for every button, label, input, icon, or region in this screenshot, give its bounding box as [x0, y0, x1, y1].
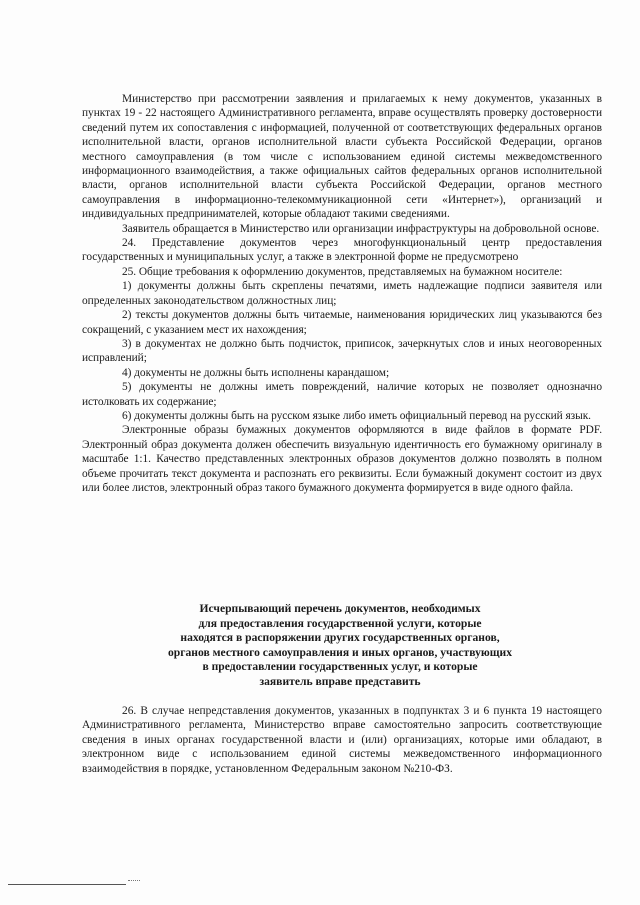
- list-item-4: 4) документы не должны быть исполнены карандашом;: [122, 366, 390, 379]
- heading-line: Исчерпывающий перечень документов, необходимых: [199, 602, 481, 615]
- paragraph-24: 24. Представление документов через многофункциональный центр предоставления государственных и муниципальных услуг, а также в электронной форме не предусмотрено: [82, 237, 602, 264]
- heading-line: для предоставления государственной услуги, которые: [198, 616, 482, 630]
- paragraph-26: 26. В случае непредставления документов, указанных в подпунктах 3 и 6 пункта 19 настоящего Административного регламента, Министерство вправе самостоятельно запросить соответствующие сведения в иных органах государственной власти и (или) организациях, которые ими обладают, в электронном виде с использованием единой системы межведомственного информационного взаимодействия в порядке, установленном Федеральным законом №210-ФЗ.: [82, 705, 602, 775]
- list-item-2: 2) тексты документов должны быть читаемые, наименования юридических лиц указываются без сокращений, с указанием мест их нахождения;: [82, 309, 602, 336]
- paragraph-ministry-verification: Министерство при рассмотрении заявления и прилагаемых к нему документов, указанных в пунктах 19 - 22 настоящего Административного регламента, вправе осуществлять проверку достоверности сведений путем их сопоставления с информацией, полученной от соответствующих федеральных органов исполнительной власти, органов исполнительной власти субъекта Российской Федерации, органов местного самоуправления (в том числе с использованием единой системы межведомственного информационного взаимодействия, а также официальных сайтов федеральных органов исполнительной власти, органов исполнительной власти субъекта Российской Федерации, органов местного самоуправления в информационно-телекоммуникационной сети «Интернет»), организаций и индивидуальных предпринимателей, которые обладают такими сведениями.: [82, 93, 602, 221]
- heading-line: в предоставлении государственных услуг, и которые: [202, 660, 478, 674]
- footer-divider: [8, 884, 126, 885]
- list-item-1: 1) документы должны быть скреплены печатями, иметь надлежащие подписи заявителя или определенных законодательством должностных лиц;: [82, 280, 602, 307]
- paragraph-25: 25. Общие требования к оформлению документов, представляемых на бумажном носителе:: [122, 265, 563, 278]
- document-body-continued: [82, 704, 602, 776]
- footer-mark: [128, 880, 140, 887]
- heading-line: находятся в распоряжении других государственных органов,: [180, 631, 500, 645]
- list-item-3: 3) в документах не должно быть подчисток, приписок, зачеркнутых слов и иных неоговоренных исправлений;: [82, 337, 602, 365]
- paragraph-applicant-voluntary: Заявитель обращается в Министерство или организации инфраструктуры на добровольной основе.: [122, 222, 600, 235]
- list-item-6: 6) документы должны быть на русском языке либо иметь официальный перевод на русский язык.: [122, 409, 591, 422]
- list-item-5: 5) документы не должны иметь повреждений, наличие которых не позволяет однозначно истолковать их содержание;: [82, 381, 602, 408]
- heading-line: органов местного самоуправления и иных органов, участвующих: [167, 645, 513, 659]
- section-heading: [120, 602, 560, 690]
- paragraph-electronic-images: Электронные образы бумажных документов оформляются в виде файлов в формате PDF. Электронный образ документа должен обеспечить визуальную идентичность его бумажному оригиналу в масштабе 1:1. Качество представленных электронных образов документов должно позволять в полном объеме прочитать текст документа и распознать его реквизиты. Если бумажный документ состоит из двух или более листов, электронный образ такого бумажного документа формируется в виде одного файла.: [82, 424, 602, 494]
- document-body: [82, 92, 602, 495]
- heading-line: заявитель вправе представить: [259, 674, 421, 688]
